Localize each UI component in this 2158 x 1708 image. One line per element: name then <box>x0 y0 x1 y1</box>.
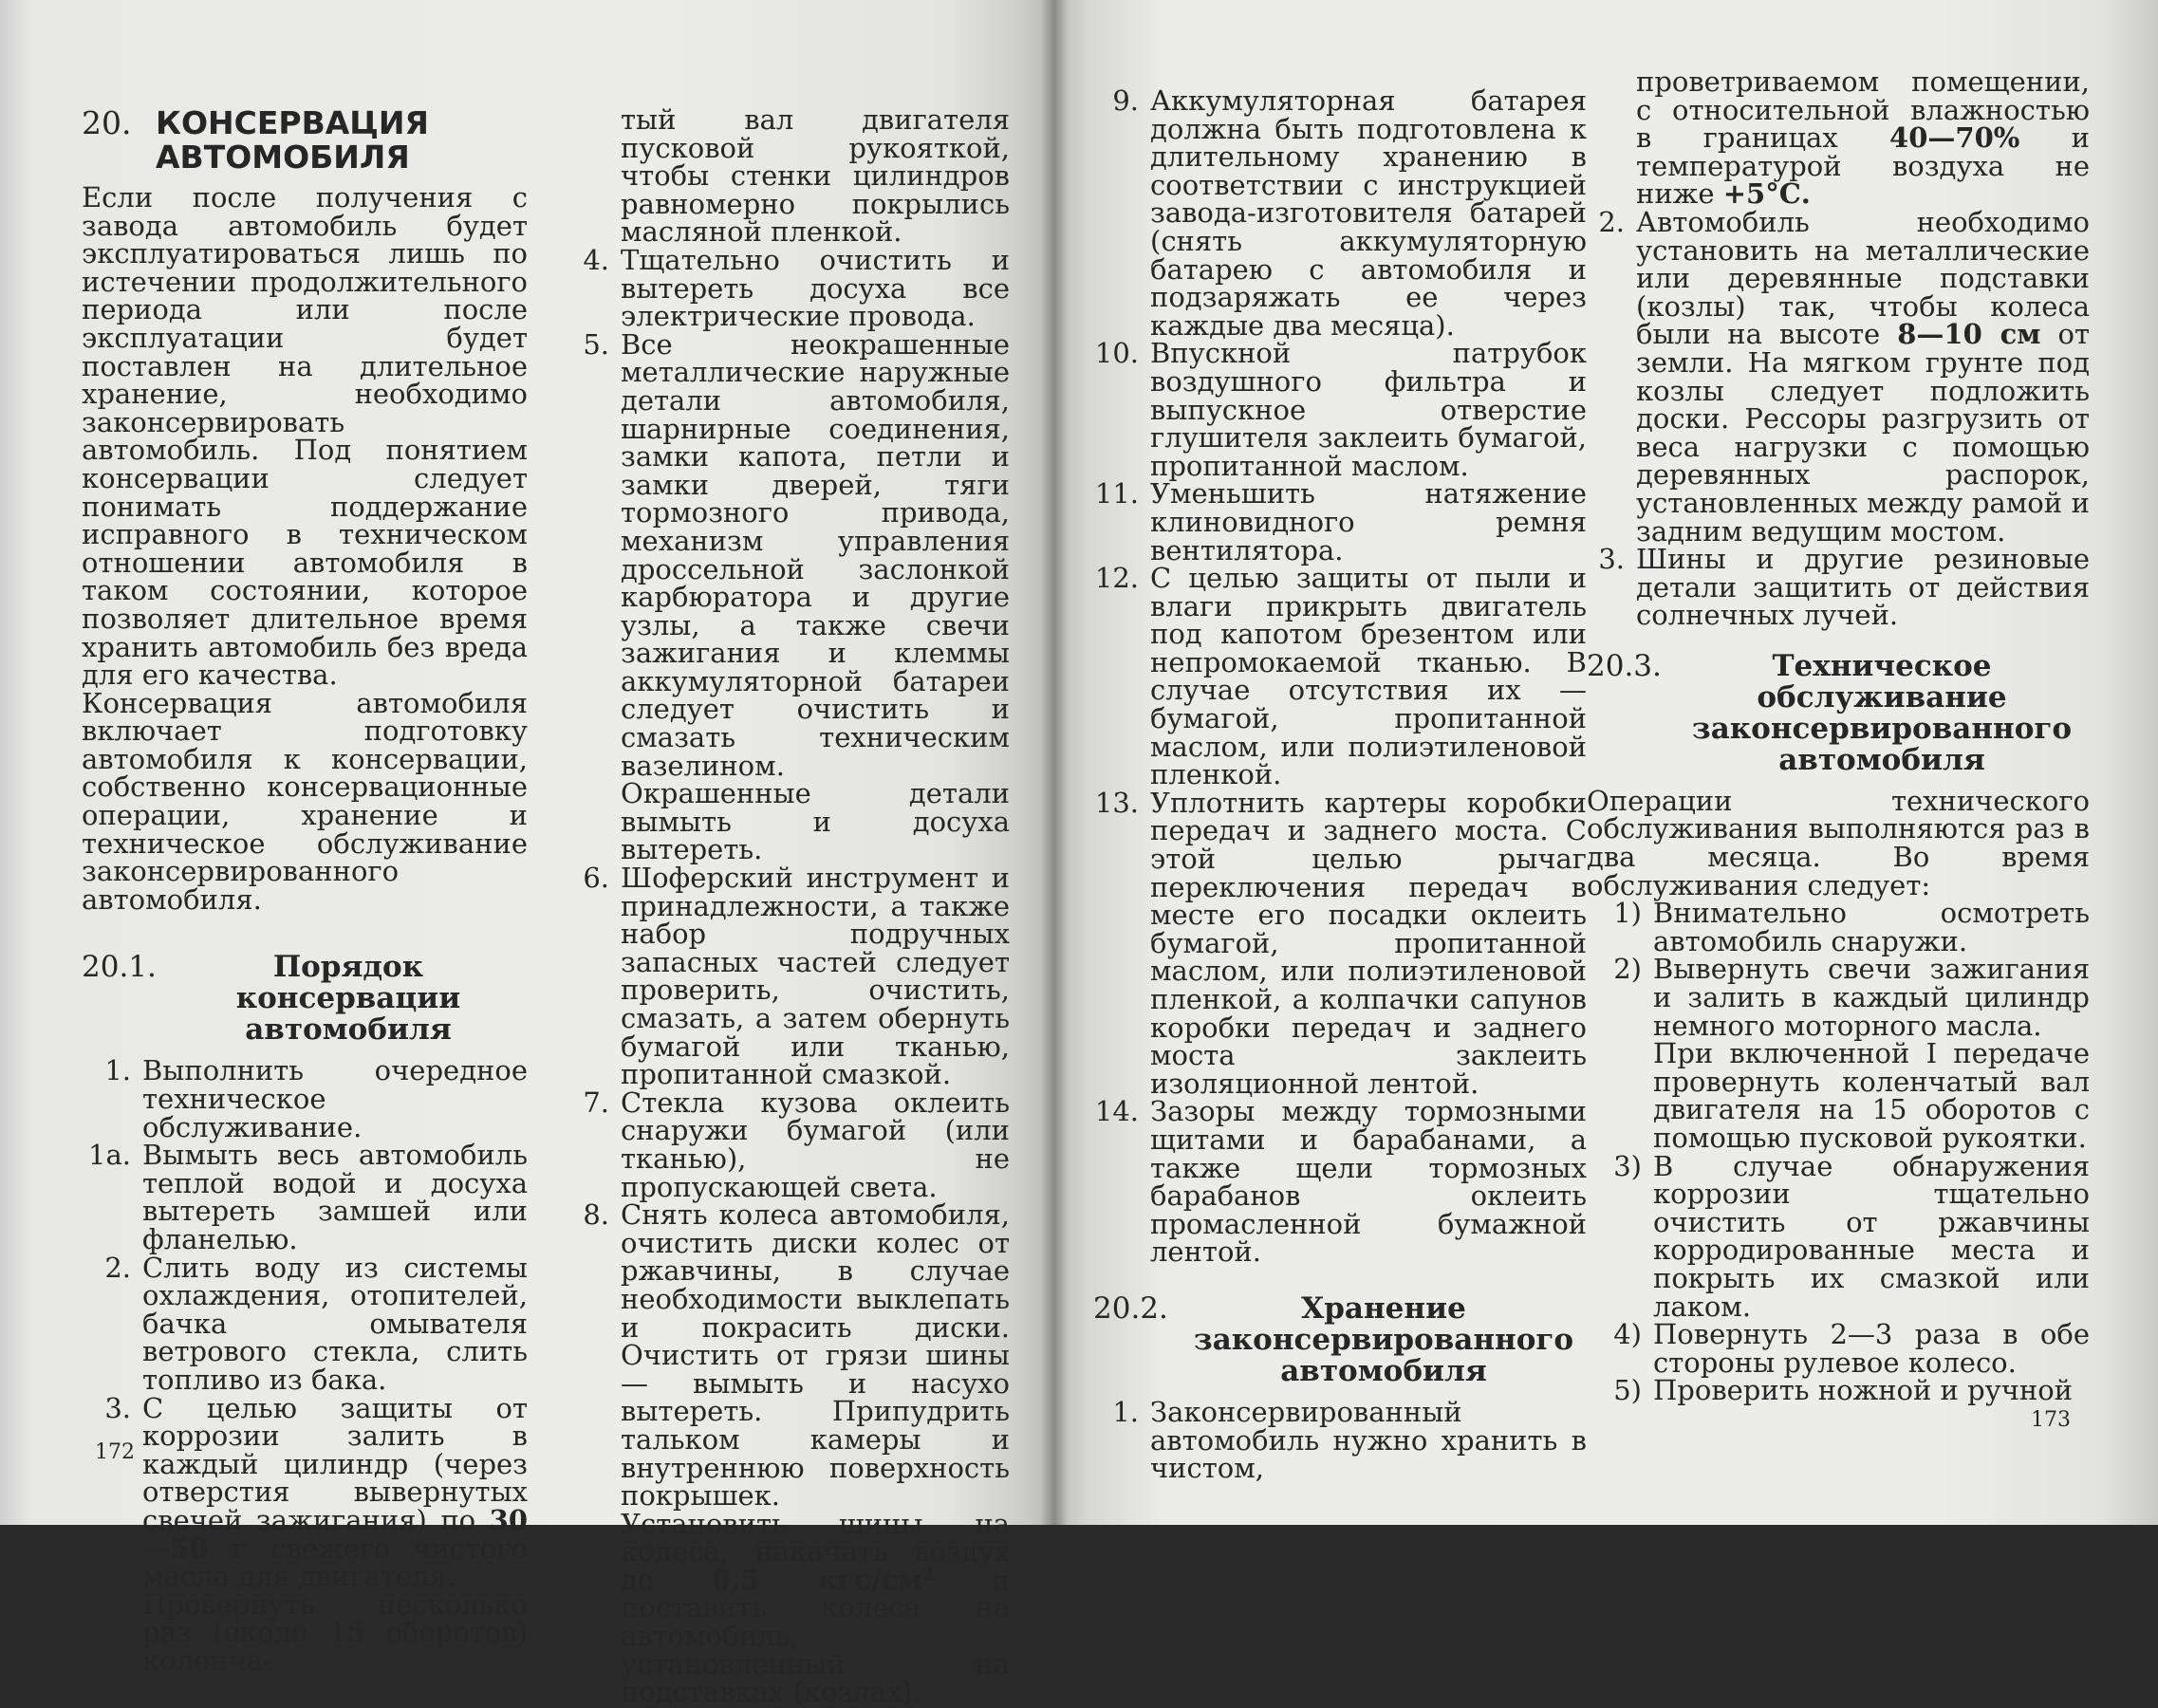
item-number: 7. <box>583 1086 609 1119</box>
list-item <box>1093 562 1587 791</box>
item-number: 13. <box>1094 786 1139 819</box>
item-text: Выполнить очередное техническое обслуживание. <box>142 1054 528 1143</box>
item-number: 14. <box>1094 1095 1139 1128</box>
chapter-number: 20. <box>82 104 132 141</box>
item-text: Стекла кузова оклеить снаружи бумагой (или тканью), не пропускающей света. <box>621 1086 1010 1203</box>
item-text: Внимательно осмотреть автомобиль снаружи. <box>1653 897 2090 957</box>
page-number-right: 173 <box>2031 1408 2071 1432</box>
book-gutter <box>1040 0 1069 1525</box>
chapter-title: КОНСЕРВАЦИЯ АВТОМОБИЛЯ <box>156 104 429 176</box>
item-number: 1) <box>1613 897 1642 930</box>
list-item <box>82 1139 528 1255</box>
item-text: Уменьшить натяжение клиновидного ремня вентилятора. <box>1150 477 1587 566</box>
section-number: 20.3. <box>1587 648 1662 683</box>
list-item <box>1093 1395 1587 1485</box>
list-item <box>1587 205 2090 548</box>
list-item <box>1587 897 2090 957</box>
item-text: Уплотнить картеры коробки передач и заднего моста. С этой целью рычаг переключения передач в месте его посадки оклеить бумагой, пропитанной маслом, или полиэтиленовой пленкой, а колпачки сапунов коробки передач и заднего моста заклеить изоляционной лентой. <box>1150 786 1587 1100</box>
left-page <box>0 0 1053 1708</box>
item-continuation: Провернуть несколько раз (около 15 оборотов) коленча- <box>142 1587 528 1677</box>
item-number: 1. <box>104 1054 131 1087</box>
item-text: Проверить ножной и ручной <box>1653 1374 2074 1407</box>
item-number: 3. <box>104 1391 131 1424</box>
list-item <box>564 1198 1010 1513</box>
section-title: Техническое обслуживание законсервированного автомобиля <box>1691 648 2073 777</box>
item-number: 3. <box>1598 543 1625 576</box>
item-continuation: тый вал двигателя пусковой рукояткой, чтобы стенки цилиндров равномерно покрылись масляной пленкой. <box>621 103 1010 249</box>
item-text: Тщательно очистить и вытереть досуха все электрические провода. <box>621 243 1010 333</box>
list-item <box>1093 1095 1587 1269</box>
item-text-part: проветриваемом помещении, с относительной влажностью в границах <box>1636 65 2090 155</box>
list-item <box>564 327 1010 782</box>
item-number: 5. <box>583 327 609 361</box>
chapter-heading <box>82 106 528 175</box>
page-number-left: 172 <box>95 1440 135 1464</box>
list-item <box>82 1251 528 1396</box>
item-text-part: свежего чистого масла для двигателя. <box>142 1532 528 1593</box>
item-continuation: При включенной I передаче провернуть коленчатый вал двигателя на 15 оборотов с помощью пусковой рукоятки. <box>1653 1037 2090 1154</box>
item-text: В случае обнаружения коррозии тщательно очистить от ржавчины корродированные места и покрыть их смазкой или лаком. <box>1653 1149 2090 1323</box>
item-text-part: Установить шины на колеса, накачать воздух до <box>621 1507 1010 1596</box>
item-text: Впускной патрубок воздушного фильтра и выпускное отверстие глушителя заклеить бумагой, пропитанной маслом. <box>1150 337 1587 482</box>
item-text-bold: 8—10 см <box>1897 318 2041 351</box>
list-item <box>1093 477 1587 566</box>
list-item <box>564 1086 1010 1203</box>
item-number: 6. <box>583 862 609 895</box>
item-text-part: Автомобиль необходимо установить на металлические или деревянные подставки (козлы) так, чтобы колеса были на высоте <box>1636 205 2090 351</box>
list-item <box>1093 84 1587 342</box>
section-heading-20-3 <box>1587 648 2090 777</box>
item-number: 2) <box>1613 953 1642 986</box>
item-text: Все неокрашенные металлические наружные детали автомобиля, шарнирные соединения, замки капота, петли и замки дверей, тяги тормозного привода, механизм управления дроссельной заслонкой карбюратора и другие узлы, а также свечи зажигания и клеммы аккумуляторной батареи следует очистить и смазать техническим вазелином. <box>621 327 1010 782</box>
item-number: 1. <box>1112 1395 1139 1428</box>
item-text <box>142 1391 528 1593</box>
item-text: С целью защиты от пыли и влаги прикрыть двигатель под капотом брезентом или непромокаемой тканью. В случае отсутствия их — бумагой, пропитанной маслом, или полиэтиленовой пленкой. <box>1150 562 1587 791</box>
item-text: Повернуть 2—3 раза в обе стороны рулевое колесо. <box>1653 1318 2090 1379</box>
item-text: Шины и другие резиновые детали защитить от действия солнечных лучей. <box>1636 543 2090 632</box>
section-intro: Операции технического обслуживания выполняются раз в два месяца. Во время обслуживания следует: <box>1587 784 2090 901</box>
item-text: Аккумуляторная батарея должна быть подготовлена к длительному хранению в соответствии с инструкцией завода-изготовителя батарей (снять аккумуляторную батарею с автомобиля и подзаряжать ее через каждые два месяца). <box>1150 84 1587 342</box>
list-item <box>1587 953 2090 1042</box>
item-number: 10. <box>1094 337 1139 370</box>
section-title: Хранение законсервированного автомобиля <box>1193 1290 1574 1388</box>
list-item <box>564 864 1010 1089</box>
item-text: Шоферский инструмент и принадлежности, а также набор подручных запасных частей следует проверить, очистить, смазать, а затем обернуть бумагой или тканью, пропитанной смазкой. <box>621 862 1010 1091</box>
list-item <box>82 1054 528 1143</box>
intro-paragraph-1: Если после получения с завода автомобиль будет эксплуатироваться лишь по истечении продолжительного периода или после эксплуатации будет поставлен на длительное хранение, необходимо законсервировать автомобиль. Под понятием консервации следует понимать поддержание исправного в техническом отношении автомобиля в таком состоянии, которое позволяет длительное время хранить автомобиль без вреда для его качества. <box>82 181 528 692</box>
list-item <box>1587 543 2090 632</box>
item-number: 4. <box>583 243 609 276</box>
item-text-part: С целью защиты от коррозии залить в каждый цилиндр (через отверстия вывернутых свечей зажигания) по <box>142 1391 528 1536</box>
intro-paragraph-2: Консервация автомобиля включает подготовку автомобиля к консервации, собственно консервационные операции, хранение и техническое обслуживание законсервированного автомобиля. <box>82 686 528 916</box>
item-text-bold: 40—70% <box>1889 121 2020 155</box>
item-number: 2. <box>1598 205 1625 238</box>
list-item <box>564 243 1010 333</box>
item-number: 8. <box>583 1198 609 1232</box>
item-text-part: и температурой воздуха не ниже <box>1636 121 2091 211</box>
item-text-bold: 30—50 г <box>142 1503 528 1565</box>
list-item <box>1587 1374 2090 1407</box>
section-heading-20-2 <box>1093 1290 1587 1388</box>
item-number: 11. <box>1094 477 1139 511</box>
item-number: 12. <box>1094 562 1139 595</box>
list-item <box>1587 1318 2090 1379</box>
item-text: Зазоры между тормозными щитами и барабанами, а также щели тормозных барабанов оклеить промасленной бумажной лентой. <box>1150 1095 1587 1269</box>
item-text-bold: +5°С. <box>1722 177 1811 211</box>
left-column-1 <box>82 106 528 1676</box>
item-number: 5) <box>1613 1374 1642 1407</box>
item-text: Вывернуть свечи зажигания и залить в каждый цилиндр немного моторного масла. <box>1653 953 2090 1042</box>
right-column-2 <box>1587 65 2091 1407</box>
item-number: 4) <box>1613 1318 1642 1351</box>
list-item <box>1093 786 1587 1100</box>
item-text: Законсервированный автомобиль нужно хранить в чистом, <box>1150 1395 1587 1485</box>
item-text: Слить воду из системы охлаждения, отопителей, бачка омывателя ветрового стекла, слить топливо из бака. <box>142 1251 528 1396</box>
item-number: 2. <box>104 1251 131 1284</box>
item-text-bold: 0,5 кгс/см² <box>711 1563 935 1596</box>
item-number: 1а. <box>88 1139 131 1172</box>
item-number: 3) <box>1613 1149 1642 1182</box>
item-text-part: и поставить колеса на автомобиль, установленный на подставках (козлах). <box>621 1563 1010 1708</box>
item-continuation <box>621 1507 1010 1708</box>
section-number: 20.2. <box>1093 1290 1168 1326</box>
item-continuation: Окрашенные детали вымыть и досуха вытереть. <box>621 777 1010 866</box>
list-item <box>82 1391 528 1593</box>
item-text-part: от земли. На мягком грунте под козлы следует подложить доски. Рессоры разгрузить от веса нагрузки с помощью деревянных распорок, установленных между рамой и задним ведущим мостом. <box>1636 318 2090 548</box>
item-text: Снять колеса автомобиля, очистить диски колес от ржавчины, в случае необходимости выклепать и покрасить диски. Очистить от грязи шины — вымыть и насухо вытереть. Припудрить тальком камеры и внутреннюю поверхность покрышек. <box>621 1198 1010 1513</box>
section-heading-20-1 <box>82 952 528 1046</box>
section-number: 20.1. <box>82 950 157 985</box>
right-column-1 <box>1093 84 1587 1485</box>
item-number: 9. <box>1112 84 1139 117</box>
list-item <box>1093 337 1587 482</box>
item-text <box>1636 205 2090 548</box>
left-column-2 <box>564 103 1010 1708</box>
list-item <box>1587 1149 2090 1323</box>
item-text: Вымыть весь автомобиль теплой водой и досуха вытереть замшей или фланелью. <box>142 1139 528 1255</box>
section-title: Порядок консервации автомобиля <box>235 950 461 1048</box>
item-continuation <box>1636 65 2091 211</box>
right-page <box>1053 0 2158 1525</box>
